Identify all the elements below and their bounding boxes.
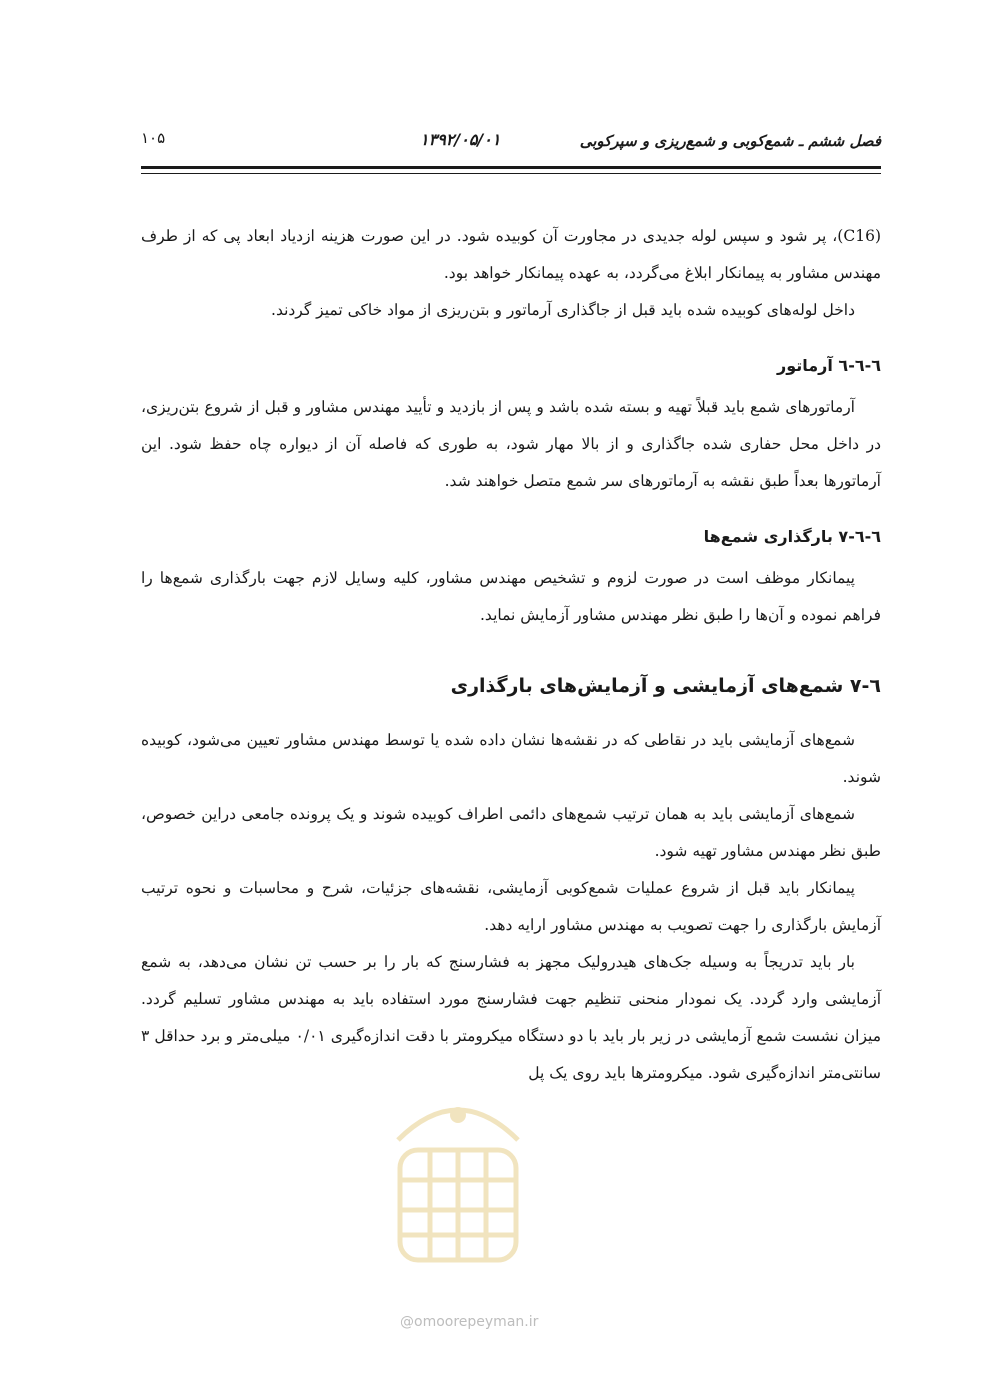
heading-6-6-7: ٦-٦-٧ بارگذاری شمع‌ها [703,527,881,546]
header-rule-thin [141,173,881,174]
body-text [141,218,881,1092]
heading-6-7: ٦-٧ شمع‌های آزمایشی و آزمایش‌های بارگذاری [450,675,881,697]
document-date: ۱۳۹۲/۰۵/۰۱ [420,130,501,149]
paragraph-load-application: بار باید تدریجاً به وسیله جک‌های هیدرولیک مجهز به فشارسنج که بار را بر حسب تن نشان می‌دهد، به شمع آزمایشی وارد گردد. یک نمودار منحنی تنظیم جهت فشارسنج مورد استفاده باید به مهندس مشاور تسلیم گردد. میزان نشست شمع آزمایشی در زیر بار باید با دو دستگاه میکرومتر با دقت اندازه‌گیری ۰/۰۱ میلی‌متر و برد حداقل ۳ سانتی‌متر اندازه‌گیری شود. میکرومترها باید روی یک پل [141,953,882,1082]
header-rule-thick [141,166,881,169]
paragraph-pipe-cleaning: داخل لوله‌های کوبیده شده باید قبل از جاگذاری آرماتور و بتن‌ریزی از مواد خاکی تمیز گردند. [271,301,855,319]
paragraph-pile-loading: پیمانکار موظف است در صورت لزوم و تشخیص مهندس مشاور، کلیه وسایل لازم جهت بارگذاری شمع‌ها را فراهم نموده و آن‌ها را طبق نظر مهندس مشاور آزمایش نماید. [141,569,881,624]
page-number: ۱۰۵ [141,129,166,147]
paragraph-reinforcement: آرماتورهای شمع باید قبلاً تهیه و بسته شده باشد و پس از بازدید و تأیید مهندس مشاور و قبل از شروع بتن‌ریزی، در داخل محل حفاری شده جاگذاری و از بالا مهار شود، به طوری که فاصله آن از دیواره چاه حفظ شود. این آرماتورها بعداً طبق نقشه به آرماتورهای سر شمع متصل خواهند شد. [141,398,881,490]
paragraph-continuation: (C16)، پر شود و سپس لوله جدیدی در مجاورت آن کوبیده شود. در این صورت هزینه ازدیاد ابعاد پی که از طرف مهندس مشاور به پیمانکار ابلاغ می‌گردد، به عهده پیمانکار خواهد بود. [141,227,881,282]
paragraph-test-pile-location: شمع‌های آزمایشی باید در نقاطی که در نقشه‌ها نشان داده شده یا توسط مهندس مشاور تعیین می‌شود، کوبیده شوند. [141,731,881,786]
chapter-title: فصل ششم ـ شمع‌کوبی و شمع‌ریزی و سپرکوبی [579,132,881,150]
paragraph-test-plan: پیمانکار باید قبل از شروع عملیات شمع‌کوبی آزمایشی، نقشه‌های جزئیات، شرح و محاسبات و نحوه ترتیب آزمایش بارگذاری را جهت تصویب به مهندس مشاور ارایه دهد. [141,879,881,934]
paragraph-test-pile-order: شمع‌های آزمایشی باید به همان ترتیب شمع‌های دائمی اطراف کوبیده شوند و یک پرونده جامعی دراین خصوص، طبق نظر مهندس مشاور تهیه شود. [141,805,881,860]
watermark-stamp-icon [368,1070,548,1290]
heading-6-6-6: ٦-٦-٦ آرماتور [776,356,881,375]
watermark-text: @omoorepeyman.ir [400,1314,539,1330]
